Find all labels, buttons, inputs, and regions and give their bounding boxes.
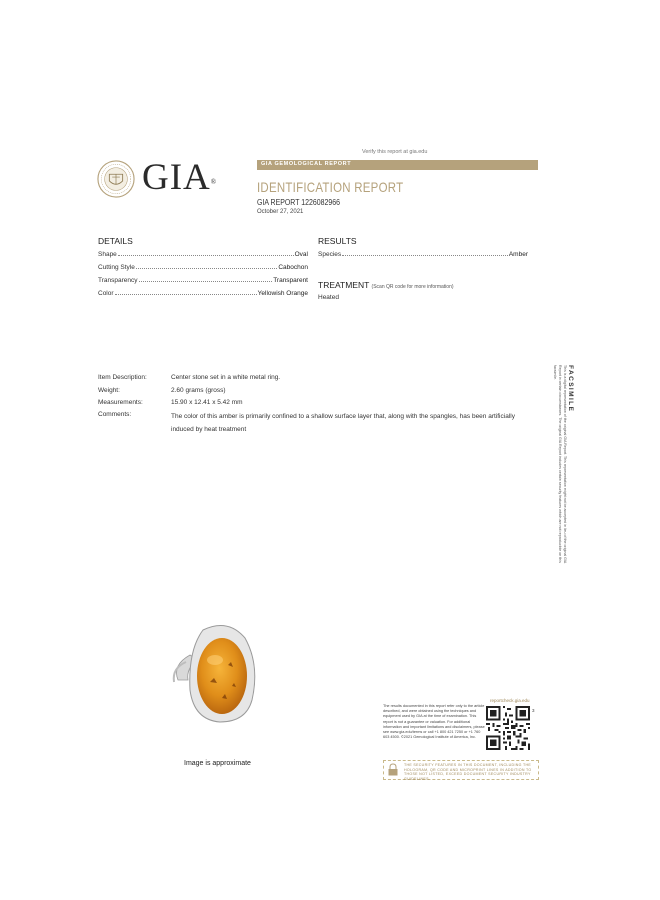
lock-icon bbox=[387, 763, 399, 776]
security-features-box bbox=[383, 760, 539, 780]
image-caption: Image is approximate bbox=[184, 760, 251, 767]
detail-label: Cutting Style bbox=[98, 264, 135, 271]
result-value: Amber bbox=[508, 251, 528, 258]
measurements-value: 15.90 x 12.41 x 5.42 mm bbox=[171, 399, 243, 406]
detail-row-cutting-style bbox=[98, 263, 308, 271]
facsimile-text: This is a digital representation of the original GIA Report. This representation might not be accepted in lieu of the original GIA Report in certain circumstances. The original GIA Report includes certain security features which are not reproducible on this facsimile. bbox=[553, 365, 567, 564]
report-type-bar bbox=[257, 160, 538, 170]
detail-value: Cabochon bbox=[278, 264, 308, 271]
report-number: GIA REPORT 1226082966 bbox=[257, 197, 341, 207]
detail-value: Transparent bbox=[273, 277, 308, 284]
verify-link-text[interactable]: Verify this report at gia.edu bbox=[362, 149, 428, 155]
qr-index: 3 bbox=[532, 708, 535, 713]
detail-label: Transparency bbox=[98, 277, 138, 284]
facsimile-heading: FACSIMILE bbox=[567, 365, 574, 413]
facsimile-notice bbox=[546, 365, 574, 565]
gia-seal-icon bbox=[97, 160, 135, 198]
comments-value: The color of this amber is primarily confined to a shallow surface layer that, along with the spangles, has been artificially induced by heat treatment bbox=[171, 413, 515, 433]
amber-ring-image bbox=[170, 620, 280, 730]
report-title: IDENTIFICATION REPORT bbox=[257, 179, 404, 195]
detail-label: Color bbox=[98, 290, 114, 297]
gia-logo-wordmark: GIA® bbox=[142, 157, 218, 198]
report-type-label: GIA GEMOLOGICAL REPORT bbox=[261, 161, 352, 167]
detail-value: Oval bbox=[294, 251, 308, 258]
item-description-value: Center stone set in a white metal ring. bbox=[171, 374, 281, 381]
detail-label: Shape bbox=[98, 251, 117, 258]
qr-code-icon[interactable] bbox=[486, 706, 530, 750]
detail-row-shape bbox=[98, 250, 308, 258]
result-row-species bbox=[318, 250, 528, 258]
detail-row-color bbox=[98, 289, 308, 297]
security-text: THE SECURITY FEATURES IN THIS DOCUMENT, INCLUDING THE HOLOGRAM, QR CODE AND MICROPRINT LINES IN ADDITION TO THOSE NOT LISTED, EXCEED DOCUMENT SECURITY INDUSTRY GUIDELINES. bbox=[404, 763, 532, 781]
weight-value: 2.60 grams (gross) bbox=[171, 387, 226, 394]
qr-label[interactable]: reportcheck.gia.edu bbox=[490, 698, 530, 703]
comments-label: Comments: bbox=[98, 411, 132, 418]
treatment-note: (Scan QR code for more information) bbox=[371, 284, 454, 290]
treatment-value: Heated bbox=[318, 294, 339, 301]
detail-row-transparency bbox=[98, 276, 308, 284]
measurements-label: Measurements: bbox=[98, 399, 143, 406]
disclaimer-text: The results documented in this report refer only to the article described, and were obtained using the techniques and equipment used by GIA at the time of examination. This report is not a guarantee or valuation. For additional information and important limitations and disclaimers, please see www.gia.edu/terms or call +1 800 421 7250 or +1 760 603 4500. ©2021 Gemological Institute of America, Inc. bbox=[383, 704, 485, 740]
weight-label: Weight: bbox=[98, 387, 120, 394]
detail-value: Yellowish Orange bbox=[257, 290, 308, 297]
report-date: October 27, 2021 bbox=[257, 209, 304, 215]
item-description-label: Item Description: bbox=[98, 374, 147, 381]
details-heading: DETAILS bbox=[98, 236, 133, 246]
treatment-heading: TREATMENT (Scan QR code for more information) bbox=[318, 280, 454, 290]
result-label: Species bbox=[318, 251, 342, 258]
results-heading: RESULTS bbox=[318, 236, 357, 246]
